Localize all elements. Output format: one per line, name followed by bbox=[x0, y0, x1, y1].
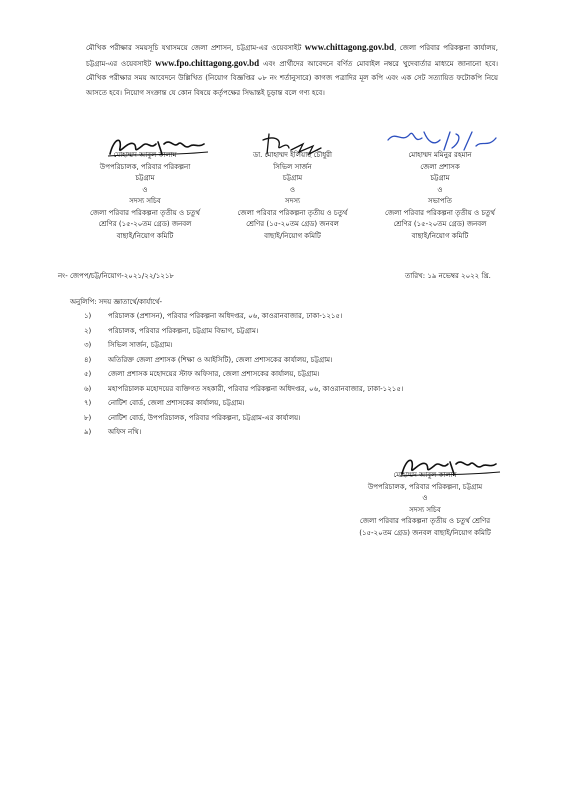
copy-to-heading: অনুলিপি: সদয় জ্ঞাতার্থে/কার্যার্থে- bbox=[70, 298, 163, 306]
signatory-line: শ্রেণির (১৫-২০তম গ্রেড) জনবল bbox=[393, 220, 487, 228]
signatory-line: সদস্য সচিব bbox=[129, 197, 161, 205]
list-number: ৯) bbox=[84, 428, 92, 436]
signatory-line: উপপরিচালক, পরিবার পরিকল্পনা bbox=[99, 162, 191, 171]
list-item bbox=[84, 425, 403, 440]
list-text: নোটিশ বোর্ড, উপপরিচালক, পরিবার পরিকল্পনা, চট্টগ্রাম-এর কার্যালয়। bbox=[108, 413, 301, 422]
list-text: জেলা প্রশাসক মহোদয়ের স্টাফ অফিসার, জেলা প্রশাসকের কার্যালয়, চট্টগ্রাম। bbox=[108, 370, 320, 378]
list-text: মহাপরিচালক মহোদয়ের ব্যক্তিগত সহকারী, পরিবার পরিকল্পনা অধিদপ্তর, ০৬, কাওরানবাজার, ঢাকা-১২১৫। bbox=[108, 384, 404, 393]
signatory-line: সিভিল সার্জন bbox=[273, 162, 312, 171]
list-number: ৬) bbox=[84, 384, 92, 393]
signatory-line: জেলা প্রশাসক bbox=[420, 162, 460, 171]
list-item bbox=[84, 367, 403, 382]
signatory-line: চট্টগ্রাম bbox=[135, 174, 155, 182]
signatory-line: ও bbox=[142, 185, 148, 194]
intro-paragraph bbox=[86, 40, 498, 100]
signatory-line: বাছাই/নিয়োগ কমিটি bbox=[116, 231, 174, 240]
signature-block-member bbox=[215, 150, 370, 260]
list-text: অফিস নথি। bbox=[108, 428, 142, 436]
fpo-website-link[interactable]: www.fpo.chittagong.gov.bd bbox=[155, 57, 260, 68]
signatory-line: ও bbox=[422, 494, 428, 502]
signatory-line: বাছাই/নিয়োগ কমিটি bbox=[411, 231, 469, 240]
intro-text-3: এবং প্রার্থীদের আবেদনে বর্ণিত মোবাইল নম্বরে খুদেবার্তার মাধ্যমে জানানো হবে। মৌখিক পরীক্ষার সময় আবেদনে উল্লিখিত (নিয়োগ বিজ্ঞপ্তির ০৮ নং শর্তানুসারে) কাগজ পত্রাদির মূল কপি এবং এক সেট সত্যায়িত ফটোকপি নিয়ে আসতে হবে। নিয়োগ সংক্রান্ত যে কোন বিষয়ে কর্তৃপক্ষের সিদ্ধান্তই চূড়ান্ত বলে গণ্য হবে। bbox=[86, 59, 498, 97]
list-item bbox=[84, 411, 403, 426]
signatory-line: সভাপতি bbox=[428, 197, 452, 205]
signatory-line: চট্টগ্রাম bbox=[282, 174, 303, 182]
signatory-name: ডা. মোহাম্মদ ইলিয়াছ চৌধুরী bbox=[252, 151, 333, 159]
list-text: নোটিশ বোর্ড, জেলা প্রশাসকের কার্যালয়, চট্টগ্রাম। bbox=[108, 399, 245, 407]
signatory-name: মোহাম্মদ মমিনুর রহমান bbox=[408, 151, 472, 159]
list-text: পরিচালক, পরিবার পরিকল্পনা, চট্টগ্রাম বিভাগ, চট্টগ্রাম। bbox=[108, 326, 259, 335]
list-item bbox=[84, 324, 403, 339]
list-text: অতিরিক্ত জেলা প্রশাসক (শিক্ষা ও আইসিটি), জেলা প্রশাসকের কার্যালয়, চট্টগ্রাম। bbox=[108, 355, 333, 364]
list-number: ৩) bbox=[84, 341, 92, 349]
signatory-line: শ্রেণির (১৫-২০তম গ্রেড) জনবল bbox=[246, 220, 339, 228]
list-item bbox=[84, 338, 403, 353]
signatory-line: জেলা পরিবার পরিকল্পনা তৃতীয় ও চতুর্থ bbox=[385, 208, 495, 217]
signatory-line: সদস্য সচিব bbox=[409, 505, 441, 514]
district-website-link[interactable]: www.chittagong.gov.bd bbox=[304, 42, 395, 52]
list-item bbox=[84, 309, 403, 324]
list-number: ৮) bbox=[84, 413, 92, 422]
signatory-line: জেলা পরিবার পরিকল্পনা তৃতীয় ও চতুর্থ bbox=[237, 208, 348, 217]
list-number: ৪) bbox=[84, 355, 92, 364]
signatory-line: ও bbox=[289, 185, 296, 194]
issue-date: তারিখ: ১৯ নভেম্বর ২০২২ খ্রি. bbox=[405, 272, 491, 280]
list-number: ৭) bbox=[84, 399, 92, 407]
signatory-line: শ্রেণির (১৫-২০তম গ্রেড) জনবল bbox=[98, 220, 192, 228]
signatory-name: মোহাম্মদ আবুল কালাম bbox=[393, 471, 457, 479]
signatory-line: জেলা পরিবার পরিকল্পনা তৃতীয় ও চতুর্থ bbox=[90, 208, 200, 217]
signatory-line: চট্টগ্রাম bbox=[430, 174, 450, 182]
list-number: ২) bbox=[84, 326, 92, 335]
memo-number: নং- জেপপ/চট্ট/নিয়োগ-২০২১/২২/১২১৮ bbox=[58, 272, 174, 280]
signatory-line: (১৫-২০তম গ্রেড) জনবল বাছাই/নিয়োগ কমিটি bbox=[359, 528, 491, 537]
list-number: ৫) bbox=[84, 370, 92, 378]
list-item bbox=[84, 382, 403, 397]
signature-block-chairman bbox=[360, 150, 520, 260]
signatory-name: মোহাম্মদ আবুল কালাম bbox=[113, 151, 177, 159]
list-text: পরিচালক (প্রশাসন), পরিবার পরিকল্পনা অধিদপ্তর, ০৬, কাওরানবাজার, ঢাকা-১২১৫। bbox=[108, 312, 343, 320]
list-number: ১) bbox=[84, 312, 92, 320]
final-signature-block bbox=[320, 470, 530, 560]
signatory-line: বাছাই/নিয়োগ কমিটি bbox=[264, 231, 321, 240]
signatory-line: জেলা পরিবার পরিকল্পনা তৃতীয় ও চতুর্থ শ্রেণির bbox=[359, 517, 491, 525]
signatory-line: উপপরিচালক, পরিবার পরিকল্পনা, চট্টগ্রাম bbox=[367, 482, 483, 491]
signatory-line: ও bbox=[437, 185, 443, 194]
list-text: সিভিল সার্জন, চট্টগ্রাম। bbox=[108, 341, 173, 349]
intro-text-1: মৌখিক পরীক্ষার সময়সূচি যথাসময়ে জেলা প্রশাসন, চট্টগ্রাম-এর ওয়েবসাইট bbox=[86, 44, 305, 52]
intro-text-2: , জেলা পরিবার পরিকল্পনা কার্যালয়, চট্টগ্রাম-এর ওয়েবসাইট bbox=[86, 44, 498, 68]
copy-to-list bbox=[84, 309, 403, 440]
list-item bbox=[84, 396, 403, 411]
signatory-line: সদস্য bbox=[285, 197, 300, 205]
list-item bbox=[84, 353, 403, 368]
signature-block-member-secretary bbox=[60, 150, 230, 260]
